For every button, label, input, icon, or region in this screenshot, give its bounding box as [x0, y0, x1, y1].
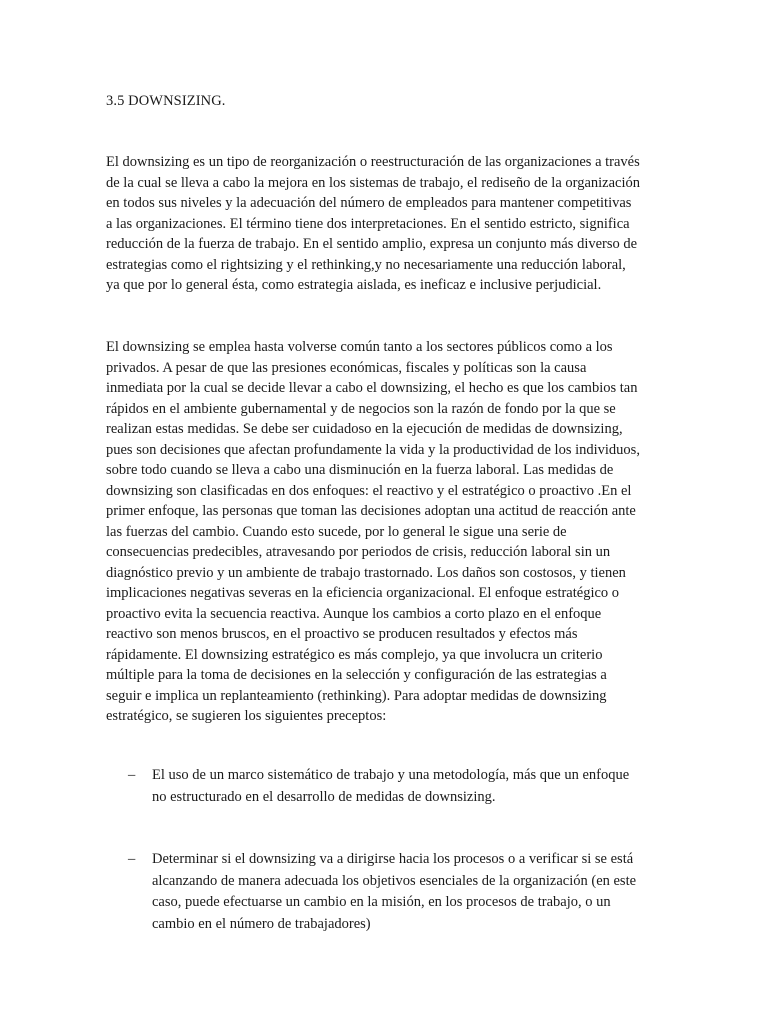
text-line: reducción de la fuerza de trabajo. En el sentido amplio, expresa un conjunto más diverso de: [106, 236, 638, 252]
text-line: El downsizing es un tipo de reorganización o reestructuración de las organizaciones a través: [106, 154, 640, 170]
text-line: El downsizing se emplea hasta volverse común tanto a los sectores públicos como a los: [106, 339, 613, 355]
text-line: proactivo evita la secuencia reactiva. Aunque los cambios a corto plazo en el enfoque: [106, 605, 602, 622]
text-line: Determinar si el downsizing va a dirigirse hacia los procesos o a verificar si se está: [152, 851, 634, 867]
section-heading: 3.5 DOWNSIZING.: [106, 93, 226, 109]
text-line: las fuerzas del cambio. Cuando esto sucede, por lo general le sigue una serie de: [106, 523, 567, 540]
dash-bullet: –: [128, 767, 136, 783]
dash-bullet: –: [128, 851, 136, 867]
text-line: primer enfoque, las personas que toman las decisiones adoptan una actitud de reacción ante: [106, 503, 636, 519]
text-line: caso, puede efectuarse un cambio en la misión, en los procesos de trabajo, o un: [152, 894, 611, 910]
list-item-text: [152, 849, 636, 935]
text-line: El uso de un marco sistemático de trabajo y una metodología, más que un enfoque: [152, 767, 630, 783]
text-line: downsizing son clasificadas en dos enfoques: el reactivo y el estratégico o proactivo .En el: [106, 482, 632, 499]
text-line: consecuencias predecibles, atravesando por periodos de crisis, reducción laboral sin un: [106, 544, 611, 560]
text-line: en todos sus niveles y la adecuación del número de empleados para mantener competitivas: [106, 195, 632, 211]
text-line: realizan estas medidas. Se debe ser cuidadoso en la ejecución de medidas de downsizing,: [106, 421, 623, 437]
text-line: no estructurado en el desarrollo de medidas de downsizing.: [152, 788, 496, 805]
text-line: sobre todo cuando se lleva a cabo una disminución en la fuerza laboral. Las medidas de: [106, 462, 614, 478]
text-line: pues son decisiones que afectan profundamente la vida y la productividad de los individuos,: [106, 441, 640, 458]
text-line: de la cual se lleva a cabo la mejora en los sistemas de trabajo, el rediseño de la organización: [106, 174, 641, 191]
text-line: alcanzando de manera adecuada los objetivos esenciales de la organización (en este: [152, 872, 637, 889]
text-line: ya que por lo general ésta, como estrategia aislada, es ineficaz e inclusive perjudicial.: [106, 277, 602, 293]
text-line: inmediata por la cual se decide llevar a cabo el downsizing, el hecho es que los cambios tan: [106, 380, 638, 396]
text-line: rápidos en el ambiente gubernamental y de negocios son la razón de fondo por la que se: [106, 400, 616, 417]
text-line: múltiple para la toma de decisiones en la selección y configuración de las estrategias a: [106, 667, 607, 683]
list-item-text: [152, 765, 629, 808]
text-line: reactivo son menos bruscos, en el proactivo se producen resultados y efectos más: [106, 626, 578, 642]
text-line: estratégico, se sugieren los siguientes preceptos:: [106, 708, 387, 724]
text-line: a las organizaciones. El término tiene dos interpretaciones. En el sentido estricto, significa: [106, 215, 630, 232]
text-line: privados. A pesar de que las presiones económicas, fiscales y políticas son la causa: [106, 359, 587, 376]
text-line: diagnóstico previo y un ambiente de trabajo trastornado. Los daños son costosos, y tienen: [106, 564, 626, 581]
text-line: rápidamente. El downsizing estratégico es más complejo, ya que involucra un criterio: [106, 646, 603, 663]
text-line: estrategias como el rightsizing y el rethinking,y no necesariamente una reducción laboral,: [106, 256, 626, 273]
text-line: seguir e implica un replanteamiento (rethinking). Para adoptar medidas de downsizing: [106, 687, 607, 704]
text-line: implicaciones negativas severas en la eficiencia organizacional. El enfoque estratégico o: [106, 585, 620, 601]
text-line: cambio en el número de trabajadores): [152, 915, 371, 932]
paragraph-definition: [106, 152, 666, 296]
paragraph-approaches: [106, 337, 666, 727]
